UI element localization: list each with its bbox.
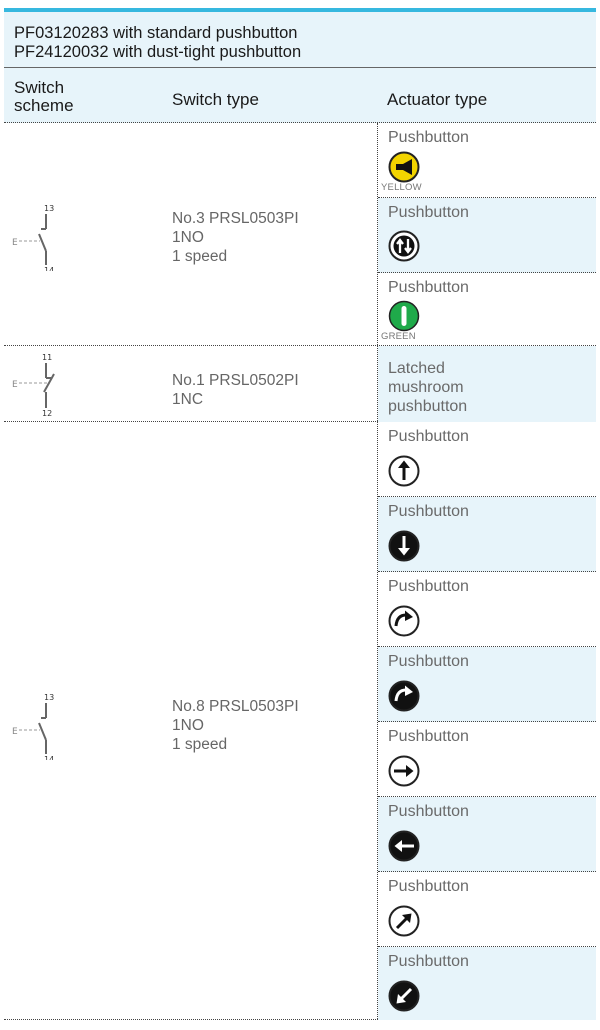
title-line-2: PF24120032 with dust-tight pushbutton: [14, 43, 302, 61]
scheme-top-label: 13: [44, 204, 55, 213]
actuator-label: Pushbutton: [388, 653, 469, 670]
svg-text:E: E: [12, 238, 18, 248]
green-vertical-bar-icon: [388, 300, 420, 332]
switch-type: [172, 697, 299, 754]
curved-arrow-black-icon: [388, 680, 420, 712]
switch-type-contact: 1NO: [172, 229, 204, 246]
actuator-color-label: YELLOW: [381, 182, 422, 193]
nc-contact-scheme-icon: [10, 350, 62, 420]
switch-type-model: No.3 PRSL0503PI: [172, 210, 299, 227]
actuator-label-line: pushbutton: [388, 398, 468, 415]
scheme-top-label: 13: [44, 693, 55, 702]
arrow-down-black-icon: [388, 530, 420, 562]
actuator-cell: [378, 422, 596, 497]
arrow-left-black-icon: [388, 830, 420, 862]
table-header: [4, 68, 596, 123]
scheme-bottom-label: 12: [42, 409, 53, 418]
switch-type-contact: 1NC: [172, 391, 204, 408]
up-down-arrows-icon: [388, 230, 420, 262]
actuator-label: Pushbutton: [388, 803, 469, 820]
arrow-diagonal-white-icon: [388, 905, 420, 937]
actuator-color-label: GREEN: [381, 331, 416, 342]
actuator-label-line: Latched: [388, 360, 445, 377]
actuator-cell: [378, 198, 596, 273]
switch-type-speed: 1 speed: [172, 736, 228, 753]
actuator-cell: [378, 497, 596, 572]
actuator-label: Pushbutton: [388, 279, 469, 296]
actuator-cell: [378, 123, 596, 198]
scheme-bottom-label: 14: [44, 266, 55, 271]
arrow-right-white-icon: [388, 755, 420, 787]
actuator-cell: [378, 947, 596, 1020]
actuator-label: Pushbutton: [388, 878, 469, 895]
header-switch-scheme-line-2: scheme: [14, 96, 74, 115]
actuator-label: [388, 359, 467, 416]
table-row-group: [4, 422, 596, 1020]
switch-type-contact: 1NO: [172, 717, 204, 734]
actuator-label: Pushbutton: [388, 129, 469, 146]
switch-type-speed: 1 speed: [172, 248, 228, 265]
actuator-cell: [378, 872, 596, 947]
actuator-cell: [378, 273, 596, 346]
title-line-1: PF03120283 with standard pushbutton: [14, 24, 298, 42]
actuator-cell: [378, 572, 596, 647]
actuator-label: Pushbutton: [388, 428, 469, 445]
switch-type-model: No.1 PRSL0502PI: [172, 372, 299, 389]
actuator-label-line: mushroom: [388, 379, 464, 396]
arrow-diagonal-black-icon: [388, 980, 420, 1012]
svg-text:E: E: [12, 727, 18, 737]
no-contact-scheme-icon: [10, 201, 62, 271]
actuator-label: Pushbutton: [388, 953, 469, 970]
actuator-cell: [378, 346, 596, 422]
switch-type: [172, 371, 299, 409]
header-switch-scheme-line-1: Switch: [14, 78, 65, 97]
yellow-horn-icon: [388, 151, 420, 183]
switch-type: [172, 209, 299, 266]
curved-arrow-white-icon: [388, 605, 420, 637]
table-row-group: [4, 346, 596, 422]
actuator-label: Pushbutton: [388, 503, 469, 520]
table-title: [4, 12, 596, 68]
no-contact-scheme-icon: [10, 690, 62, 760]
actuator-cell: [378, 647, 596, 722]
scheme-bottom-label: 14: [44, 755, 55, 760]
actuator-cell: [378, 722, 596, 797]
actuator-label: Pushbutton: [388, 578, 469, 595]
actuator-label: Pushbutton: [388, 728, 469, 745]
switch-type-model: No.8 PRSL0503PI: [172, 698, 299, 715]
table-row-group: [4, 123, 596, 346]
actuator-cell: [378, 797, 596, 872]
header-actuator-type: Actuator type: [387, 90, 488, 109]
scheme-top-label: 11: [42, 353, 53, 362]
svg-text:E: E: [12, 380, 18, 390]
actuator-label: Pushbutton: [388, 204, 469, 221]
arrow-up-white-icon: [388, 455, 420, 487]
header-switch-type: Switch type: [172, 90, 259, 109]
header-switch-scheme: [14, 79, 124, 115]
